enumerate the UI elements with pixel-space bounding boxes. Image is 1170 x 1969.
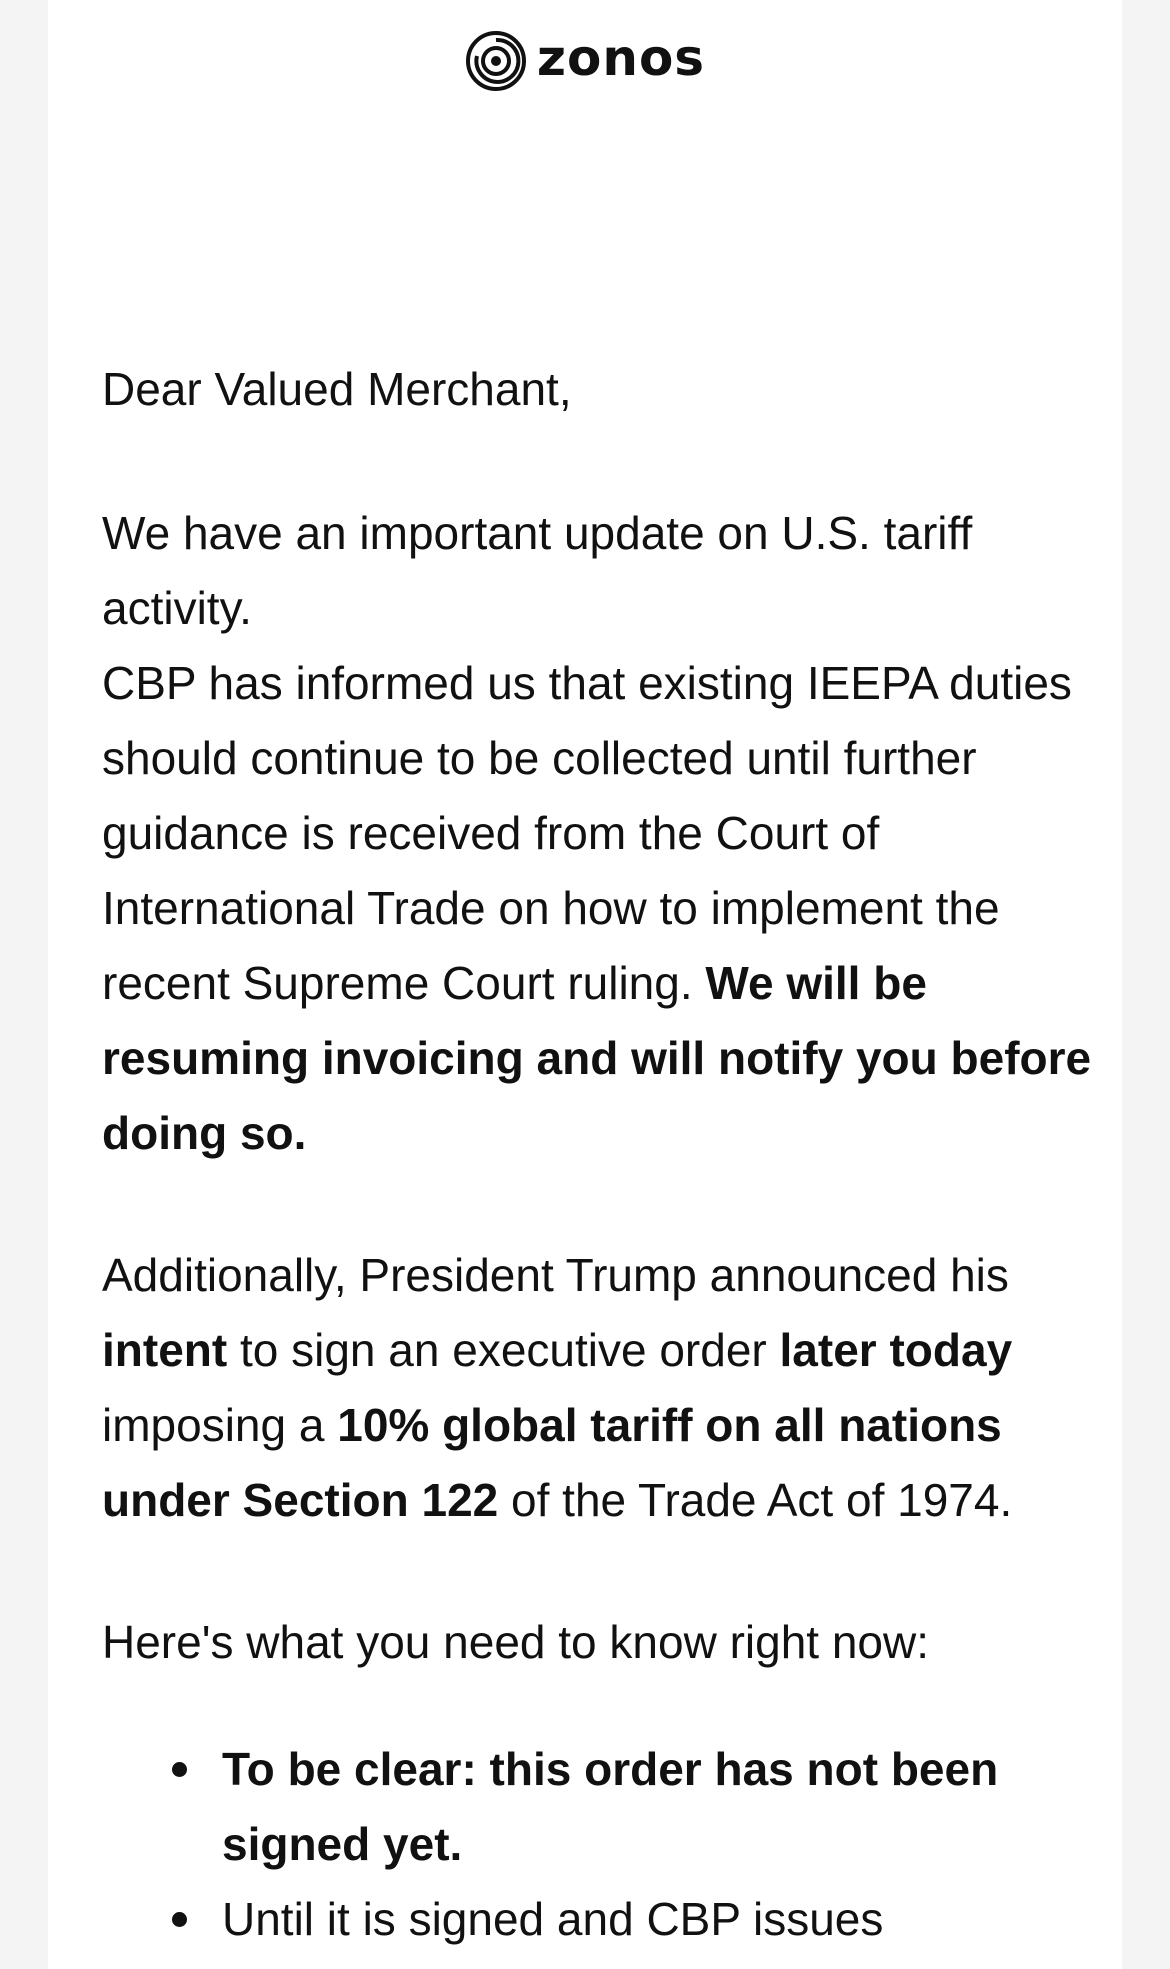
invoicing-notice: We will be resuming invoicing and will notify you before doing so. xyxy=(102,957,1092,1159)
bullet-text: Until it is signed and CBP issues xyxy=(222,1893,884,1945)
tariff-bold-intent: intent xyxy=(102,1324,228,1376)
bullet-icon xyxy=(172,1912,187,1927)
greeting: Dear Valued Merchant, xyxy=(102,363,572,415)
tariff-paragraph xyxy=(102,1238,1112,1538)
tariff-bold-later-today: later today xyxy=(779,1324,1013,1376)
brand-name: zonos xyxy=(536,29,706,87)
list-item xyxy=(102,1732,1112,1882)
intro-paragraph xyxy=(102,496,1112,1171)
tariff-text-1: Additionally, President Trump announced his xyxy=(102,1249,1009,1301)
bullet-icon xyxy=(172,1762,187,1777)
zonos-logo-icon xyxy=(465,30,527,92)
tariff-bold-global: 10% global tariff on all nations under Section 122 xyxy=(102,1399,1002,1526)
email-body xyxy=(48,0,1122,1969)
tariff-text-2: to sign an executive order xyxy=(227,1324,780,1376)
brand-logo[interactable] xyxy=(48,26,1122,96)
bullet-text: To be clear: this order has not been signed yet. xyxy=(222,1743,999,1870)
letter-content xyxy=(102,352,1112,1957)
intro-text: We have an important update on U.S. tariff activity. xyxy=(102,507,973,634)
list-item xyxy=(102,1882,1112,1957)
key-points-list xyxy=(102,1732,1112,1957)
tariff-text-4: of the Trade Act of 1974. xyxy=(498,1474,1013,1526)
cbp-text: CBP has informed us that existing IEEPA duties should continue to be collected until further guidance is received from the Court of International Trade on how to implement the recent Supreme Court ruling. xyxy=(102,657,1072,1009)
lead-in: Here's what you need to know right now: xyxy=(102,1616,930,1668)
tariff-text-3: imposing a xyxy=(102,1399,338,1451)
